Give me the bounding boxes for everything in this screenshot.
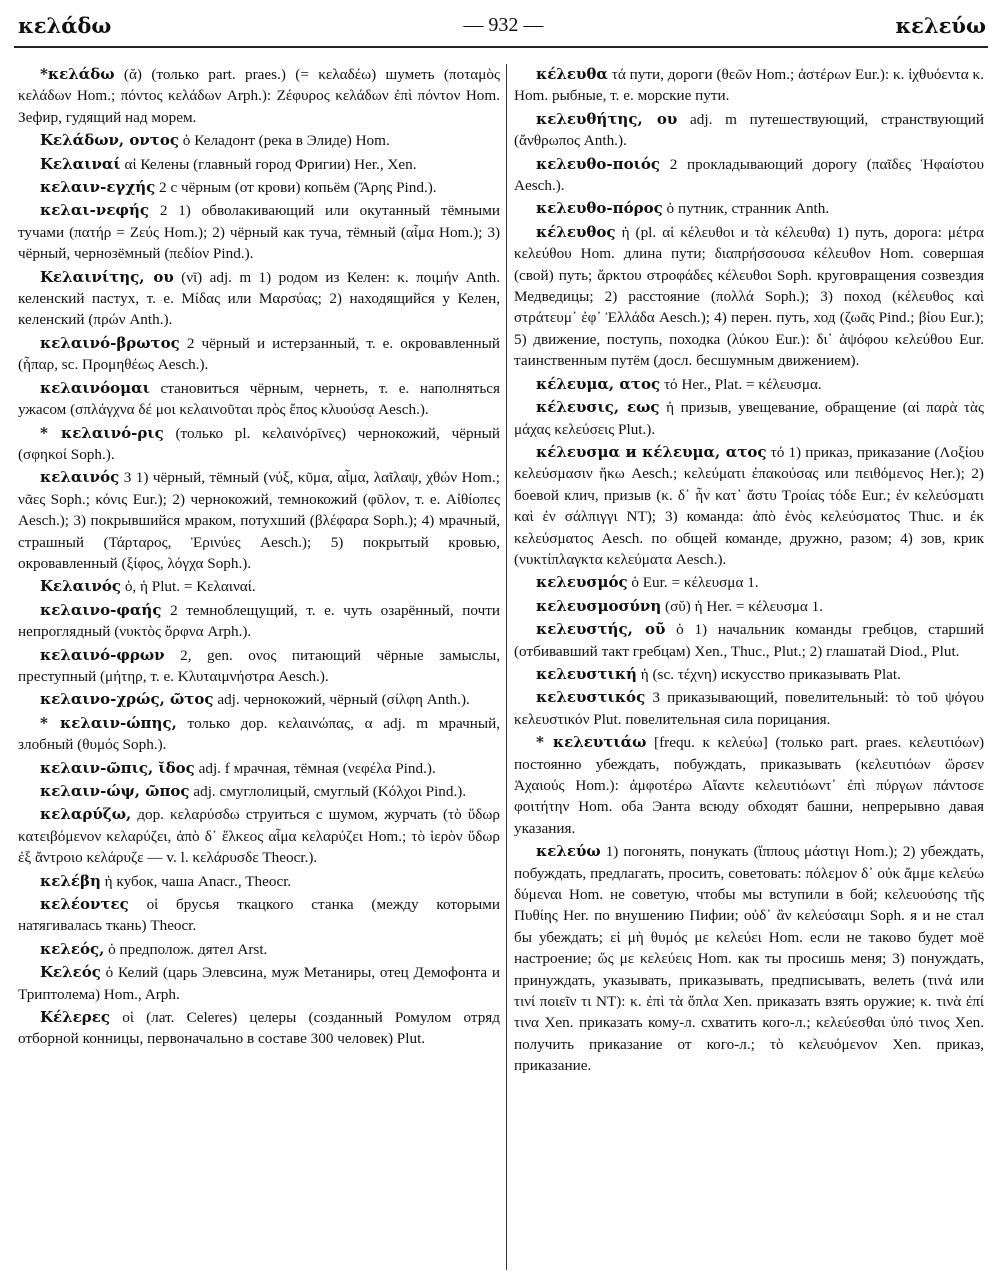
entry-headword: Κέλερες [40, 1008, 111, 1027]
page-header [18, 8, 986, 42]
entry-headword: κελεύω [536, 842, 601, 861]
entry-definition: οἱ брусья ткацкого станка (между которыми натягивалась ткань) Theocr. [18, 896, 500, 935]
entry-definition: 2 1) обволакивающий или окутанный тёмными тучами (πατήρ = Ζεύς Hom.); 2) чёрный как туча, тёмный (αἷμα Hom.); 3) чёрный, чернозёмный (πεδίον Pind.). [18, 202, 500, 263]
page-number: — 932 — [463, 13, 544, 36]
dictionary-entry [514, 64, 984, 107]
entry-definition: ὁ Келий (царь Элевсина, муж Метаниры, отец Демофонта и Триптолема) Hom., Arph. [18, 964, 501, 1003]
entry-definition: 3 1) чёрный, тёмный (νύξ, κῦμα, αἷμα, λαῖλαψ, χθών Hom.; νᾶες Soph.; κόνις Eur.); 2) чернокожий, темнокожий (φῦλον, т. е. Αἰθίοπες Aesch.); 3) покрывшийся мраком, потухший (βλέφαρα Soph.); 4) мрачный, страшный (Τάρταρος, Ἐρινύες Aesch.); 5) покрытый кровью, окровавленный (ξίφος, λόγχα Soph.). [18, 469, 500, 572]
dictionary-entry [18, 645, 500, 688]
entry-headword: κέλευσις, εως [536, 398, 660, 417]
entry-headword: κελέβη [40, 871, 101, 890]
entry-definition: дор. κελαρύσδω струиться с шумом, журчать (τὸ ὕδωρ κατειβόμενον κελαρύζει, ἀπὸ δ᾽ ἕλκεος αἷμα κελαρύζει Hom.; τὸ ἱερὸν ὕδωρ ἐξ ἄντροιο κελάρυζε — v. l. κελάρυσδε Theocr.). [18, 806, 501, 867]
dictionary-entry [514, 687, 984, 730]
entry-definition: 2 с чёрным (от крови) копьём (Ἄρης Pind.). [159, 179, 437, 197]
dictionary-entry [18, 423, 500, 466]
entry-headword: κελαιν-ώψ, ῶπος [40, 782, 190, 800]
dictionary-entry [18, 130, 500, 151]
entry-headword: Κελάδων, οντος [40, 131, 179, 150]
dictionary-entry [514, 154, 984, 197]
entry-definition: становиться чёрным, чернеть, т. е. наполняться ужасом (σπλάγχνα δέ μοι κελαινοῦται πρὸς ἔπος κλυούσᾳ Aesch.). [18, 379, 501, 419]
entry-headword: κελαινός [40, 468, 120, 487]
entry-headword: * κελαιν-ώπης, [40, 713, 177, 732]
entry-headword: κελευστικός [536, 688, 646, 707]
entry-headword: κελευστής, οῦ [536, 620, 666, 639]
entry-definition: adj. чернокожий, чёрный (σίλφη Anth.). [217, 691, 470, 709]
entry-definition: (только pl. κελαινόρῑνες) чернокожий, чёрный (σφηκοί Soph.). [18, 424, 500, 463]
dictionary-entry [18, 467, 500, 574]
dictionary-entry [18, 333, 500, 376]
dictionary-entry [18, 939, 500, 960]
dictionary-entry [514, 374, 984, 395]
entry-headword: κελαιν-ῶπις, ῐδος [40, 758, 195, 777]
left-column [18, 64, 500, 1052]
entry-definition: adj. f мрачная, тёмная (νεφέλα Pind.). [198, 759, 436, 777]
right-column [514, 64, 984, 1079]
entry-definition: ἡ кубок, чаша Anacr., Theocr. [104, 872, 292, 890]
entry-headword: Κελαινίτης, ου [40, 267, 174, 286]
entry-definition: 1) погонять, понукать (ἵππους μάστιγι Hom.); 2) убеждать, побуждать, предлагать, просить, советовать: πόλεμον δ᾽ οὐκ ἄμμε κελεύω δύμεναι Hom. не советую, чтобы мы вступили в бой; κελευούσης τῆς Πυθίης Her. по внушению Пифии; οὐδ᾽ ἂν κελεύσαιμι Soph. я и не стал бы убеждать; εἰ μὴ θυμός με κελεύει Hom. если не таково будет моё настроение; ὥς με κελεύεις Hom. как ты просишь меня; 3) понуждать, принуждать, указывать, приказывать, предписывать, велеть (τινά или τινί ποιεῖν τι NT): κ. ἐπὶ τὰ ὅπλα Xen. приказать взять оружие; κ. τινὰ ἐπί τινα Xen. приказать кому-л. схватить кого-л.; κελεύεσθαι ὑπό τινος Xen. получить приказание от кого-л.; τὸ κελευόμενον Xen. приказ, приказание. [514, 843, 984, 1075]
entry-definition: τό 1) приказ, приказание (Λοξίου κελεύσμασιν ἥκω Aesch.; κελεύματι ἐπακούσας или πειθόμενος Her.); 2) боевой клич, призыв (κ. δ᾽ ἦν κατ᾽ ἄστυ Τροίας τόδε Eur.; ἐν κελεύσματι καὶ ἐν σάλπιγγι NT); 3) команда: ἀπὸ ἑνὸς κελεύσματος Thuc. и ἐκ κελεύσματος Aesch. по общей команде, дружно, разом; 4) зов, крик (νυκτίπλαγκτα κελεύματα Aesch.). [514, 443, 985, 568]
column-divider [506, 64, 507, 1270]
dictionary-entry [514, 572, 984, 593]
dictionary-entry [18, 804, 500, 868]
entry-headword: κελαιν-εγχής [40, 178, 156, 197]
dictionary-entry [514, 664, 984, 685]
entry-definition: только дор. κελαινώπας, α adj. m мрачный, злобный (θυμός Soph.). [18, 714, 501, 754]
entry-definition: (σῠ) ἡ Her. = κέλευσμα 1. [665, 597, 824, 615]
dictionary-entry [514, 442, 984, 570]
entry-headword: κελευθο-πόρος [536, 199, 663, 218]
entry-headword: *κελάδω [40, 65, 115, 83]
dictionary-entry [18, 378, 500, 421]
entry-headword: κελέοντες [40, 895, 129, 914]
dictionary-entry [514, 109, 984, 152]
entry-headword: κελευστική [536, 664, 637, 683]
dictionary-entry [514, 732, 984, 839]
entry-headword: κελαινό-βρωτος [40, 333, 180, 352]
entry-definition: 2, gen. ονος питающий чёрные замыслы, преступный (μήτηρ, т. е. Κλυταιμνήστρα Aesch.). [18, 646, 501, 685]
entry-headword: Κελαιναί [40, 154, 121, 173]
dictionary-entry [18, 576, 500, 597]
dictionary-entry [514, 397, 984, 440]
entry-definition: ἡ призыв, увещевание, обращение (αἱ παρὰ τὰς μάχας κελεύσεις Plut.). [514, 399, 985, 438]
dictionary-entry [18, 154, 500, 175]
entry-headword: κέλευσμα и κέλευμα, ατος [536, 442, 767, 461]
entry-headword: κελεός, [40, 939, 105, 958]
dictionary-entry [514, 198, 984, 219]
entry-definition: (νῑ) adj. m 1) родом из Келен: κ. ποιμήν Anth. келенский пастух, т. е. Μίδας или Μαρσύας; 2) находящийся у Келен, келенский (πρών Anth.). [18, 268, 500, 329]
entry-definition: τά пути, дороги (θεῶν Hom.; ἀστέρων Eur.): κ. ἰχθυόεντα κ. Hom. рыбные, т. е. морские пути. [514, 66, 985, 105]
entry-headword: κελαι-νεφής [40, 201, 150, 220]
entry-headword: κέλευμα, ατος [536, 374, 661, 393]
entry-definition: 2 темноблещущий, т. е. чуть озарённый, почти непроглядный (νυκτὸς ὄρφνα Arph.). [18, 601, 501, 641]
entry-definition: αἱ Келены (главный город Фригии) Her., Xen. [124, 155, 417, 173]
entry-definition: ἡ (pl. αἱ κέλευθοι и τὰ κέλευθα) 1) путь, дорога: μέτρα κελεύθου Hom. длина пути; διαπρήσσουσα κέλευθον Hom. совершая (свой) путь; ἄρκτου στροφάδες κέλευθοι Soph. круговращения созвездия Медведицы; 2) расстояние (πολλά Soph.); 3) поход (κέλευθος καὶ στράτευμ᾽ ἐφ᾽ Ἑλλάδα Aesch.); 4) перен. путь, ход (ζωᾶς Pind.; βίου Eur.); 5) движение, поступь, походка (λύκου Eur.): δι᾽ ἀψόφου κελεύθου Eur. таинственным путём (досл. бесшумным движением). [514, 223, 984, 370]
dictionary-entry [18, 600, 500, 643]
dictionary-entry [514, 619, 984, 662]
entry-headword: κελαινό-φρων [40, 645, 165, 664]
entry-definition: τό Her., Plat. = κέλευσμα. [663, 375, 822, 393]
entry-definition: 2 прокладывающий дорогу (παῖδες Ἡφαίστου Aesch.). [514, 155, 984, 195]
entry-headword: κελαινο-χρώς, ῶτος [40, 690, 214, 709]
dictionary-entry [18, 1007, 500, 1050]
entry-definition: ὁ 1) начальник команды гребцов, старший (отбивавший такт гребцам) Xen., Thuc., Plut.; 2) глашатай Diod., Plut. [514, 621, 984, 660]
entry-headword: κελαινο-φαής [40, 600, 162, 619]
entry-definition: 3 приказывающий, повелительный: τὸ τοῦ ψόγου κελευστικόν Plut. повелительная сила порицания. [514, 689, 985, 728]
dictionary-entry [18, 64, 500, 128]
entry-headword: Κελεός [40, 963, 101, 982]
entry-definition: ὁ предполож. дятел Arst. [108, 940, 268, 958]
entry-definition: ὁ Eur. = κέλευσμα 1. [631, 574, 759, 592]
dictionary-entry [18, 177, 500, 198]
dictionary-entry [514, 596, 984, 617]
entry-headword: Κελαινός [40, 577, 122, 596]
right-running-headword: κελεύω [895, 12, 986, 38]
entry-headword: κελαινόομαι [40, 378, 150, 397]
entry-headword: κελαρύζω, [40, 805, 132, 824]
dictionary-entry [18, 894, 500, 937]
entry-definition: adj. смуглолицый, смуглый (Κόλχοι Pind.). [193, 783, 467, 800]
entry-definition: adj. m путешествующий, странствующий (ἄνθρωπος Anth.). [514, 110, 984, 150]
dictionary-entry [514, 841, 984, 1076]
dictionary-entry [18, 200, 500, 264]
entry-headword: * κελαινό-ρις [40, 423, 164, 442]
dictionary-entry [18, 689, 500, 710]
entry-definition: [frequ. к κελεύω] (только part. praes. κελευτιόων) постоянно убеждать, побуждать, приказывать (κελευτιόων ὤρσεν Ἀχαιούς Hom.): ἀμφοτέρω Αἴαντε κελευτιόωντ᾽ ἐπὶ πύργων πάντοσε φοιτήτην Hom. оба Эанта всюду обходят башни, непрерывно давая указания. [514, 734, 984, 837]
entry-definition: ἡ (sc. τέχνη) искусство приказывать Plat. [640, 665, 901, 683]
entry-headword: κέλευθα [536, 65, 608, 83]
entry-headword: κελευθο-ποιός [536, 154, 661, 173]
dictionary-entry [18, 713, 500, 756]
dictionary-entry [18, 781, 500, 802]
entry-headword: κελευσμός [536, 573, 628, 592]
dictionary-entry [18, 758, 500, 779]
dictionary-entry [18, 962, 500, 1005]
left-running-headword: κελάδω [18, 12, 112, 38]
dictionary-entry [18, 871, 500, 892]
entry-definition: ὁ, ἡ Plut. = Κελαιναί. [124, 578, 256, 596]
dictionary-entry [514, 222, 984, 372]
entry-headword: κελευσμοσύνη [536, 596, 662, 615]
entry-headword: κελευθήτης, ου [536, 109, 678, 128]
entry-definition: ὁ путник, странник Anth. [666, 200, 830, 218]
entry-headword: * κελευτιάω [536, 733, 647, 752]
header-rule [14, 46, 988, 48]
entry-headword: κέλευθος [536, 222, 616, 241]
entry-definition: 2 чёрный и истерзанный, т. е. окровавленный (ἧπαρ, sc. Προμηθέως Aesch.). [18, 334, 500, 374]
dictionary-entry [18, 267, 500, 331]
entry-definition: οἱ (лат. Celeres) целеры (созданный Ромулом отряд отборной конницы, первоначально в составе 300 человек) Plut. [18, 1009, 501, 1048]
entry-definition: ὁ Келадонт (река в Элиде) Hom. [182, 132, 390, 150]
entry-definition: (ᾰ) (только part. praes.) (= κελαδέω) шуметь (ποταμὸς κελάδων Hom.; πόντος κελάδων Arph.): Ζέφυρος κελάδων ἐπὶ πόντον Hom. Зефир, гудящий над морем. [18, 66, 501, 126]
